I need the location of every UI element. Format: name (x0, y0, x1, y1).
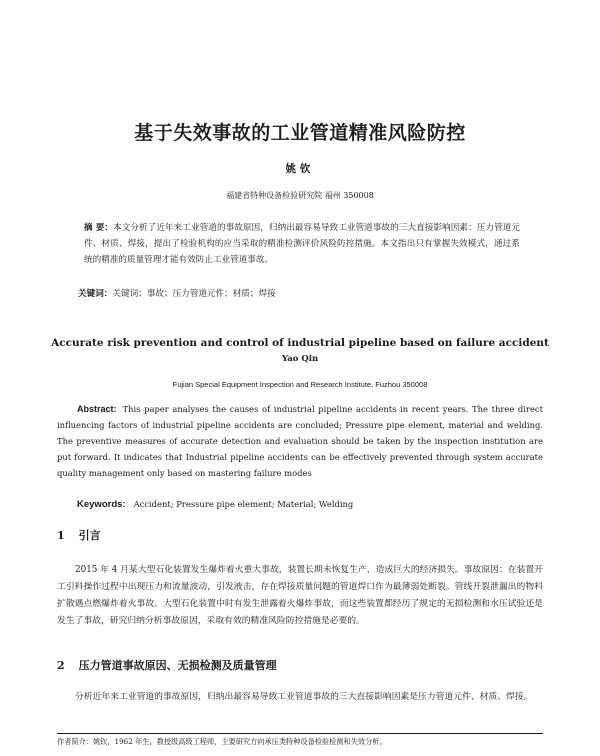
chinese-title: 基于失效事故的工业管道精准风险防控 (134, 122, 466, 144)
section-2-body: 分析近年来工业管道的事故原因，归纳出最容易导致工业管道事故的三大直接影响因素是压力管道元件、材质、焊接。 (75, 692, 533, 702)
section-2-number: 2 (57, 659, 65, 672)
english-abstract-label: Abstract: (77, 404, 117, 414)
section-2-heading (57, 657, 277, 673)
chinese-abstract-label: 摘 要： (84, 223, 114, 233)
english-abstract-text: This paper analyses the causes of industrial pipeline accidents in recent years. The three direct influencing factors of industrial pipeline accidents are concluded; Pressure pipe element, material and welding. The preventive measures of accurate detection and evaluation should be taken by the inspection institution are put forward. It indicates that Industrial pipeline accidents can be effectively prevented through system accurate quality management only based on mastering failure modes (57, 404, 543, 478)
english-title: Accurate risk prevention and control of industrial pipeline based on failure accident (51, 337, 549, 349)
author-footnote: 作者简介：姚钦，1962 年生，教授级高级工程师，主要研究方向承压类特种设备检验检测和失效分析。 (57, 737, 387, 746)
english-affiliation: Fujian Special Equipment Inspection and Research Institute, Fuzhou 350008 (172, 380, 428, 389)
section-1-heading (57, 527, 101, 543)
chinese-keywords-text: 关键词；事故；压力管道元件；材质；焊接 (112, 289, 276, 299)
english-keywords-text: Accident; Pressure pipe element; Material; Welding (133, 499, 354, 509)
chinese-keywords-label: 关键词： (78, 289, 113, 299)
chinese-keywords (78, 287, 528, 299)
english-author: Yao Qin (281, 354, 319, 364)
section-1-title: 引言 (78, 529, 101, 542)
chinese-affiliation: 福建省特种设备检验研究院 福州 350008 (226, 191, 374, 200)
section-1-number: 1 (57, 529, 65, 542)
chinese-abstract-text: 本文分析了近年来工业管道的事故原因，归纳出最容易导致工业管道事故的三大直接影响因素：压力管道元件、材质、焊接，提出了检验机构的应当采取的精准检测评价风险防控措施。本文指出只有掌握失效模式，通过系统的精准的质量管理才能有效防止工业管道事故。 (84, 223, 520, 265)
english-keywords (77, 499, 547, 510)
chinese-abstract (84, 220, 520, 268)
english-abstract (57, 401, 543, 481)
chinese-author: 姚钦 (285, 163, 315, 175)
section-2-title: 压力管道事故原因、无损检测及质量管理 (78, 659, 277, 672)
english-keywords-label: Keywords: (77, 499, 126, 510)
footnote-divider (57, 733, 543, 734)
section-1-body: 2015 年 4 月某大型石化装置发生爆炸着火重大事故，装置长期未恢复生产，造成巨大的经济损失。事故原因：在装置开工引料操作过程中出现压力和流量波动，引发液击，存在焊接质量问题的管道焊口作为最薄弱处断裂。管线开裂泄漏出的物料扩散遇点燃爆炸着火事故。大型石化装置中时有发生泄露着火爆炸事故，而这些装置都经历了规定的无损检测和水压试验还是发生了事故，研究归纳分析事故原因，采取有效的精准风险防控措施是必要的。 (57, 565, 543, 626)
